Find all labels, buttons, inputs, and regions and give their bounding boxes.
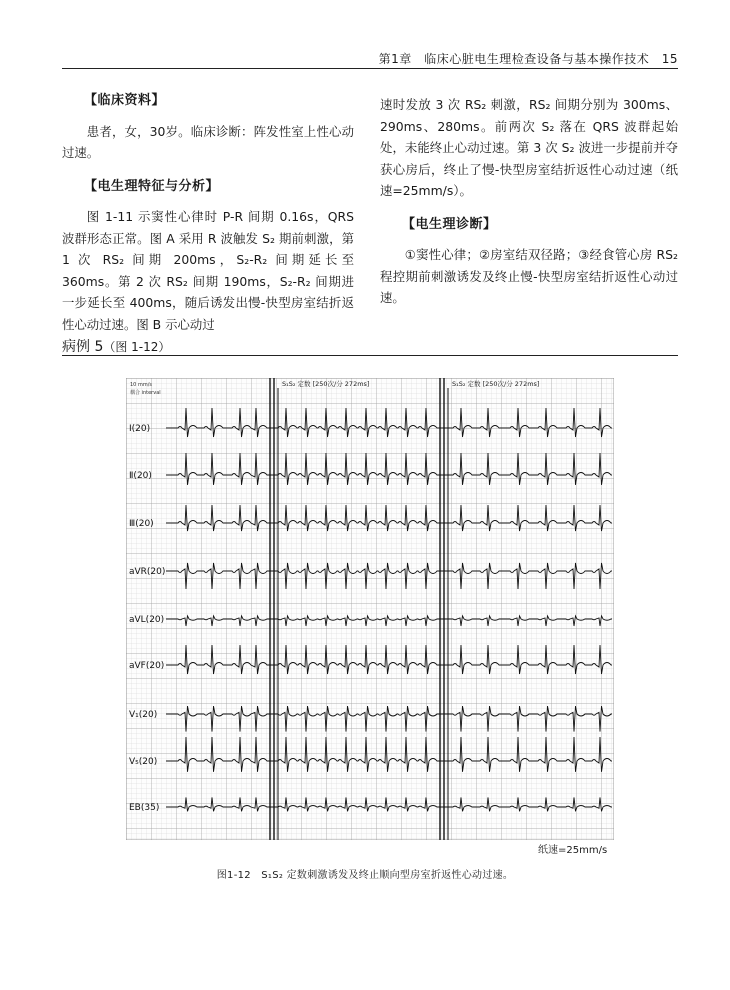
ecg-grid bbox=[126, 378, 614, 840]
paper-speed: 纸速=25mm/s bbox=[538, 845, 608, 856]
lead-label: aVF(20) bbox=[129, 661, 165, 671]
ep-features-continued: 速时发放 3 次 RS₂ 刺激，RS₂ 间期分别为 300ms、290ms、280ms。前两次 S₂ 落在 QRS 波群起始处，未能终止心动过速。第 3 次 S₂ 波进一步提前并夺获心房后，终止了慢-快型房室结折返性心动过速（纸速=25mm/s）。 bbox=[380, 97, 678, 198]
top-left-label-2: 耦合 interval bbox=[130, 390, 161, 396]
case-title bbox=[62, 336, 170, 356]
heading-ep-diagnosis: 【电生理诊断】 bbox=[402, 216, 497, 232]
lead-label: aVR(20) bbox=[129, 567, 166, 577]
ecg-strip bbox=[126, 378, 614, 840]
header-rule bbox=[62, 68, 678, 69]
case-figure-ref: （图 1-12） bbox=[103, 340, 171, 354]
case-number: 病例 5 bbox=[62, 339, 104, 355]
ep-diagnosis-text: ①窦性心律；②房室结双径路；③经食管心房 RS₂ 程控期前刺激诱发及终止慢-快型房室结折返性心动过速。 bbox=[380, 247, 678, 305]
heading-clinical-data: 【临床资料】 bbox=[84, 93, 166, 108]
lead-label: EB(35) bbox=[129, 803, 160, 813]
figure-caption: 图1-12 S₁S₂ 定数刺激诱发及终止顺向型房室折返性心动过速。 bbox=[216, 870, 514, 881]
page-header bbox=[62, 48, 678, 72]
left-column bbox=[62, 90, 354, 347]
stim-annotation-1: S₁S₂ 定数 [250次/分 272ms] bbox=[282, 380, 370, 388]
running-head: 第1章 临床心脏电生理检查设备与基本操作技术 15 bbox=[378, 52, 678, 66]
lead-label: aVL(20) bbox=[129, 615, 165, 625]
ecg-figure bbox=[126, 378, 614, 840]
heading-ep-features: 【电生理特征与分析】 bbox=[84, 178, 220, 194]
clinical-data-text: 患者，女，30岁。临床诊断：阵发性室上性心动过速。 bbox=[62, 123, 354, 160]
lead-label: V₁(20) bbox=[129, 710, 158, 720]
ep-features-text: 图 1-11 示窦性心律时 P-R 间期 0.16s，QRS 波群形态正常。图 A 采用 R 波触发 S₂ 期前刺激，第 1 次 RS₂ 间期 200ms，S₂-R₂ 间期延长至 360ms。第 2 次 RS₂ 间期 190ms，S₂-R₂ 间期进一步延长至 400ms，随后诱发出慢-快型房室结折返性心动过速。图 B 示心动过 bbox=[62, 209, 354, 332]
right-column bbox=[380, 94, 678, 321]
lead-label: Ⅱ(20) bbox=[129, 471, 152, 481]
stim-annotation-2: S₁S₂ 定数 [250次/分 272ms] bbox=[452, 380, 540, 388]
lead-label: Ⅰ(20) bbox=[129, 424, 151, 434]
lead-label: V₅(20) bbox=[129, 757, 158, 767]
lead-label: Ⅲ(20) bbox=[129, 519, 154, 529]
case-rule bbox=[62, 355, 678, 356]
top-left-label-1: 10 mm/s bbox=[130, 382, 152, 388]
